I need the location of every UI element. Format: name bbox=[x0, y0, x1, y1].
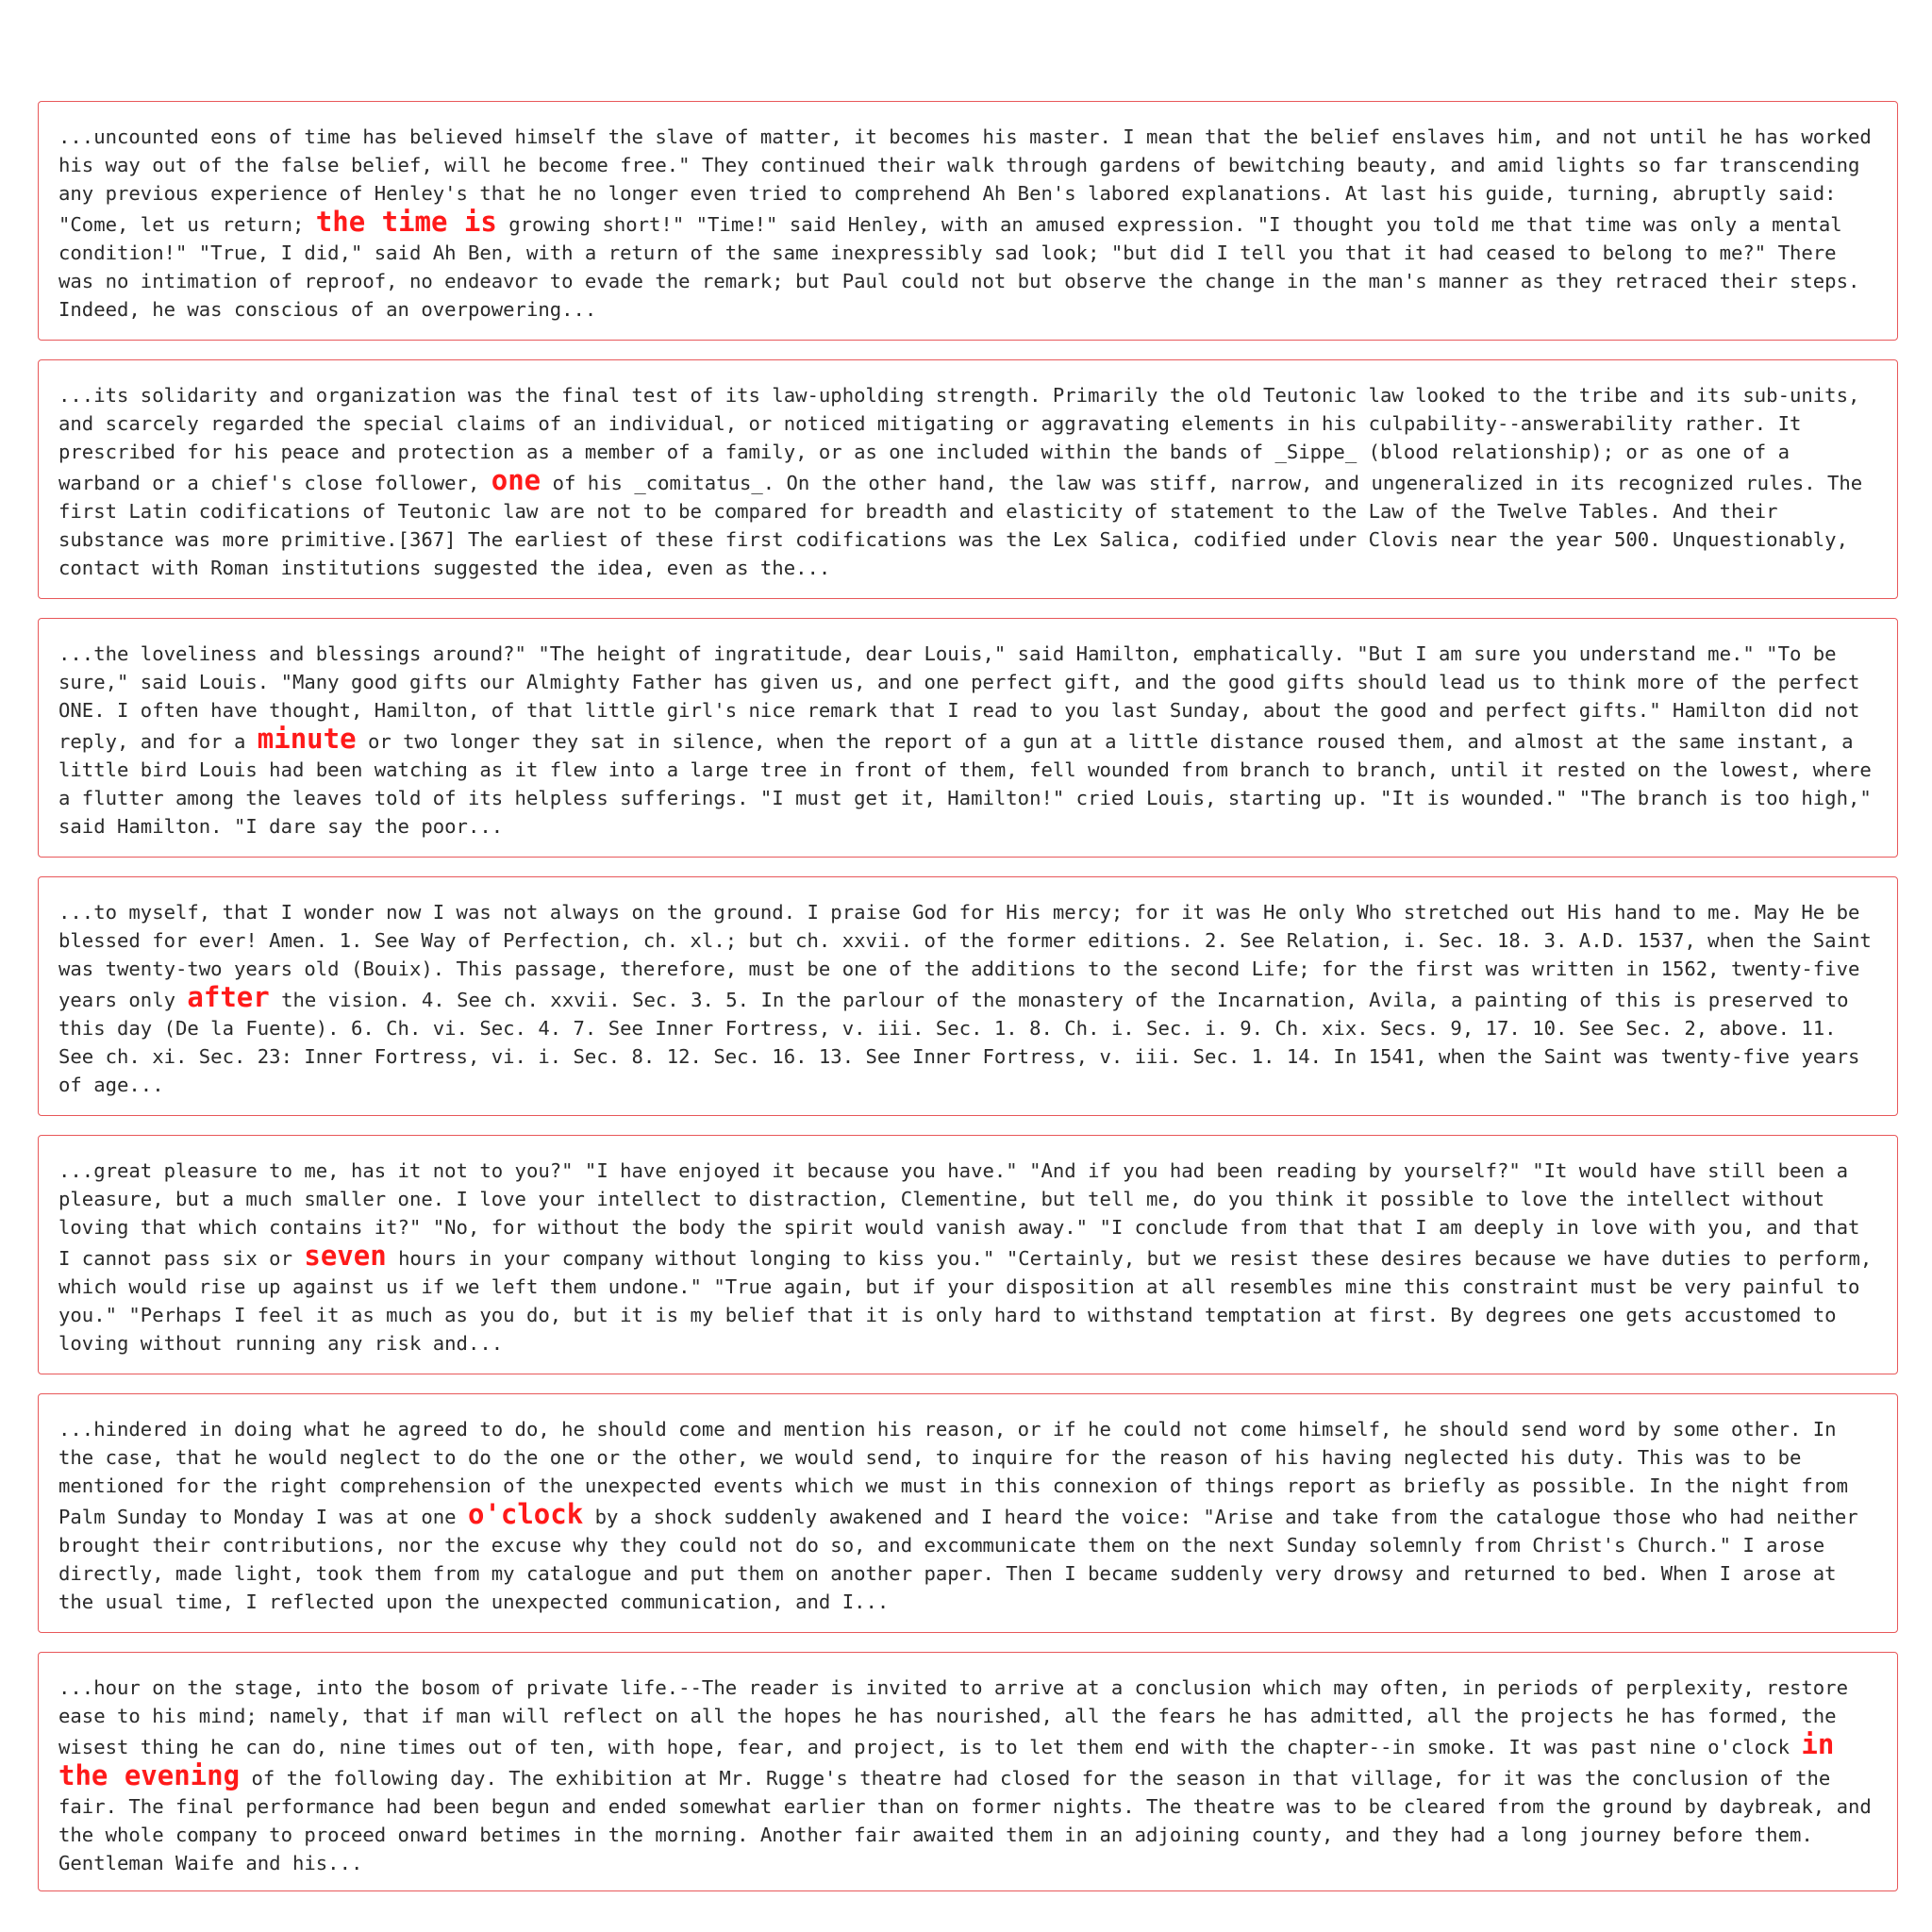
snippet-text-before: ...uncounted eons of time has believed himself the slave of matter, it becomes his master. I mean that the belief enslaves him, and not until he has worked his way out of the false belief, will he become free." They continued their walk through gardens of bewitching beauty, and amid lights so far transcending any previous experience of Henley's that he no longer even tried to comprehend Ah Ben's labored explanations. At last his guide, turning, abruptly said: "Come, let us return; bbox=[58, 125, 1872, 236]
snippet-text-before: ...hindered in doing what he agreed to do, he should come and mention his reason, or if he could not come himself, he should send word by some other. In the case, that he would neglect to do the one or the other, we would send, to inquire for the reason of his having neglected his duty. This was to be mentioned for the right comprehension of the unexpected events which we must in this connexion of things report as briefly as possible. In the night from Palm Sunday to Monday I was at one bbox=[58, 1418, 1848, 1528]
snippet-text-after: the vision. 4. See ch. xxvii. Sec. 3. 5. In the parlour of the monastery of the Incarnation, Avila, a painting of this is preserved to this day (De la Fuente). 6. Ch. vi. Sec. 4. 7. See Inner Fortress, v. iii. Sec. 1. 8. Ch. i. Sec. i. 9. Ch. xix. Secs. 9, 17. 10. See Sec. 2, above. 11. See ch. xi. Sec. 23: Inner Fortress, vi. i. Sec. 8. 12. Sec. 16. 13. See Inner Fortress, v. iii. Sec. 1. 14. In 1541, when the Saint was twenty-five years of age... bbox=[58, 989, 1860, 1096]
snippet-text-after: of his _comitatus_. On the other hand, the law was stiff, narrow, and ungeneralized in its recognized rules. The first Latin codifications of Teutonic law are not to be compared for breadth and elasticity of statement to the Law of the Twelve Tables. And their substance was more primitive.[367] The earliest of these first codifications was the Lex Salica, codified under Clovis near the year 500. Unquestionably, contact with Roman institutions suggested the idea, even as the... bbox=[58, 472, 1863, 579]
highlighted-phrase: seven bbox=[304, 1240, 387, 1272]
snippet-list bbox=[38, 101, 1898, 1910]
highlighted-phrase: in the evening bbox=[58, 1728, 1835, 1791]
text-snippet-card bbox=[38, 876, 1898, 1116]
text-snippet-card bbox=[38, 359, 1898, 599]
highlighted-phrase: one bbox=[491, 464, 541, 496]
text-snippet-card bbox=[38, 1393, 1898, 1633]
snippet-text-before: ...to myself, that I wonder now I was not always on the ground. I praise God for His mercy; for it was He only Who stretched out His hand to me. May He be blessed for ever! Amen. 1. See Way of Perfection, ch. xl.; but ch. xxvii. of the former editions. 2. See Relation, i. Sec. 18. 3. A.D. 1537, when the Saint was twenty-two years old (Bouix). This passage, therefore, must be one of the additions to the second Life; for the first was written in 1562, twenty-five years only bbox=[58, 901, 1872, 1011]
snippet-text-after: growing short!" "Time!" said Henley, with an amused expression. "I thought you told me that time was only a mental condition!" "True, I did," said Ah Ben, with a return of the same inexpressibly sad look; "but did I tell you that it had ceased to belong to me?" There was no intimation of reproof, no endeavor to evade the remark; but Paul could not but observe the change in the man's manner as they retraced their steps. Indeed, he was conscious of an overpowering... bbox=[58, 213, 1860, 321]
snippet-text-after: hours in your company without longing to kiss you." "Certainly, but we resist these desires because we have duties to perform, which would rise up against us if we left them undone." "True again, but if your disposition at all resembles mine this constraint must be very painful to you." "Perhaps I feel it as much as you do, but it is my belief that it is only hard to withstand temptation at first. By degrees one gets accustomed to loving without running any risk and... bbox=[58, 1247, 1873, 1355]
text-snippet-card bbox=[38, 101, 1898, 341]
text-snippet-card bbox=[38, 1652, 1898, 1891]
snippet-text-after: of the following day. The exhibition at Mr. Rugge's theatre had closed for the season in that village, for it was the conclusion of the fair. The final performance had been begun and ended somewhat earlier than on former nights. The theatre was to be cleared from the ground by daybreak, and the whole company to proceed onward betimes in the morning. Another fair awaited them in an adjoining county, and they had a long journey before them. Gentleman Waife and his... bbox=[58, 1767, 1872, 1874]
highlighted-phrase: the time is bbox=[315, 206, 497, 238]
highlighted-phrase: minute bbox=[257, 723, 357, 755]
highlighted-phrase: o'clock bbox=[467, 1498, 584, 1530]
snippet-text-after: by a shock suddenly awakened and I heard the voice: "Arise and take from the catalogue those who had neither brought their contributions, nor the excuse why they could not do so, and excommunicate them on the next Sunday solemnly from Christ's Church." I arose directly, made light, took them from my catalogue and put them on another paper. Then I became suddenly very drowsy and returned to bed. When I arose at the usual time, I reflected upon the unexpected communication, and I... bbox=[58, 1506, 1858, 1613]
text-snippet-card bbox=[38, 618, 1898, 858]
snippet-text-before: ...its solidarity and organization was the final test of its law-upholding strength. Primarily the old Teutonic law looked to the tribe and its sub-units, and scarcely regarded the special claims of an individual, or noticed mitigating or aggravating elements in his culpability--answerability rather. It prescribed for his peace and protection as a member of a family, or as one included within the bands of _Sippe_ (blood relationship); or as one of a warband or a chief's close follower, bbox=[58, 384, 1860, 494]
highlighted-phrase: after bbox=[187, 981, 270, 1013]
snippet-text-before: ...great pleasure to me, has it not to you?" "I have enjoyed it because you have." "And if you had been reading by yourself?" "It would have still been a pleasure, but a much smaller one. I love your intellect to distraction, Clementine, but tell me, do you think it possible to love the intellect without loving that which contains it?" "No, for without the body the spirit would vanish away." "I conclude from that that I am deeply in love with you, and that I cannot pass six or bbox=[58, 1159, 1860, 1270]
snippet-text-before: ...the loveliness and blessings around?" "The height of ingratitude, dear Louis," said Hamilton, emphatically. "But I am sure you understand me." "To be sure," said Louis. "Many good gifts our Almighty Father has given us, and one perfect gift, and the good gifts should lead us to think more of the perfect ONE. I often have thought, Hamilton, of that little girl's nice remark that I read to you last Sunday, about the good and perfect gifts." Hamilton did not reply, and for a bbox=[58, 642, 1860, 753]
snippet-text-after: or two longer they sat in silence, when the report of a gun at a little distance roused them, and almost at the same instant, a little bird Louis had been watching as it flew into a large tree in front of them, fell wounded from branch to branch, until it rested on the lowest, where a flutter among the leaves told of its helpless sufferings. "I must get it, Hamilton!" cried Louis, starting up. "It is wounded." "The branch is too high," said Hamilton. "I dare say the poor... bbox=[58, 730, 1872, 838]
snippet-text-before: ...hour on the stage, into the bosom of private life.--The reader is invited to arrive at a conclusion which may often, in periods of perplexity, restore ease to his mind; namely, that if man will reflect on all the hopes he has nourished, all the fears he has admitted, all the projects he has formed, the wisest thing he can do, nine times out of ten, with hope, fear, and project, is to let them end with the chapter--in smoke. It was past nine o'clock bbox=[58, 1676, 1848, 1758]
text-snippet-card bbox=[38, 1135, 1898, 1374]
